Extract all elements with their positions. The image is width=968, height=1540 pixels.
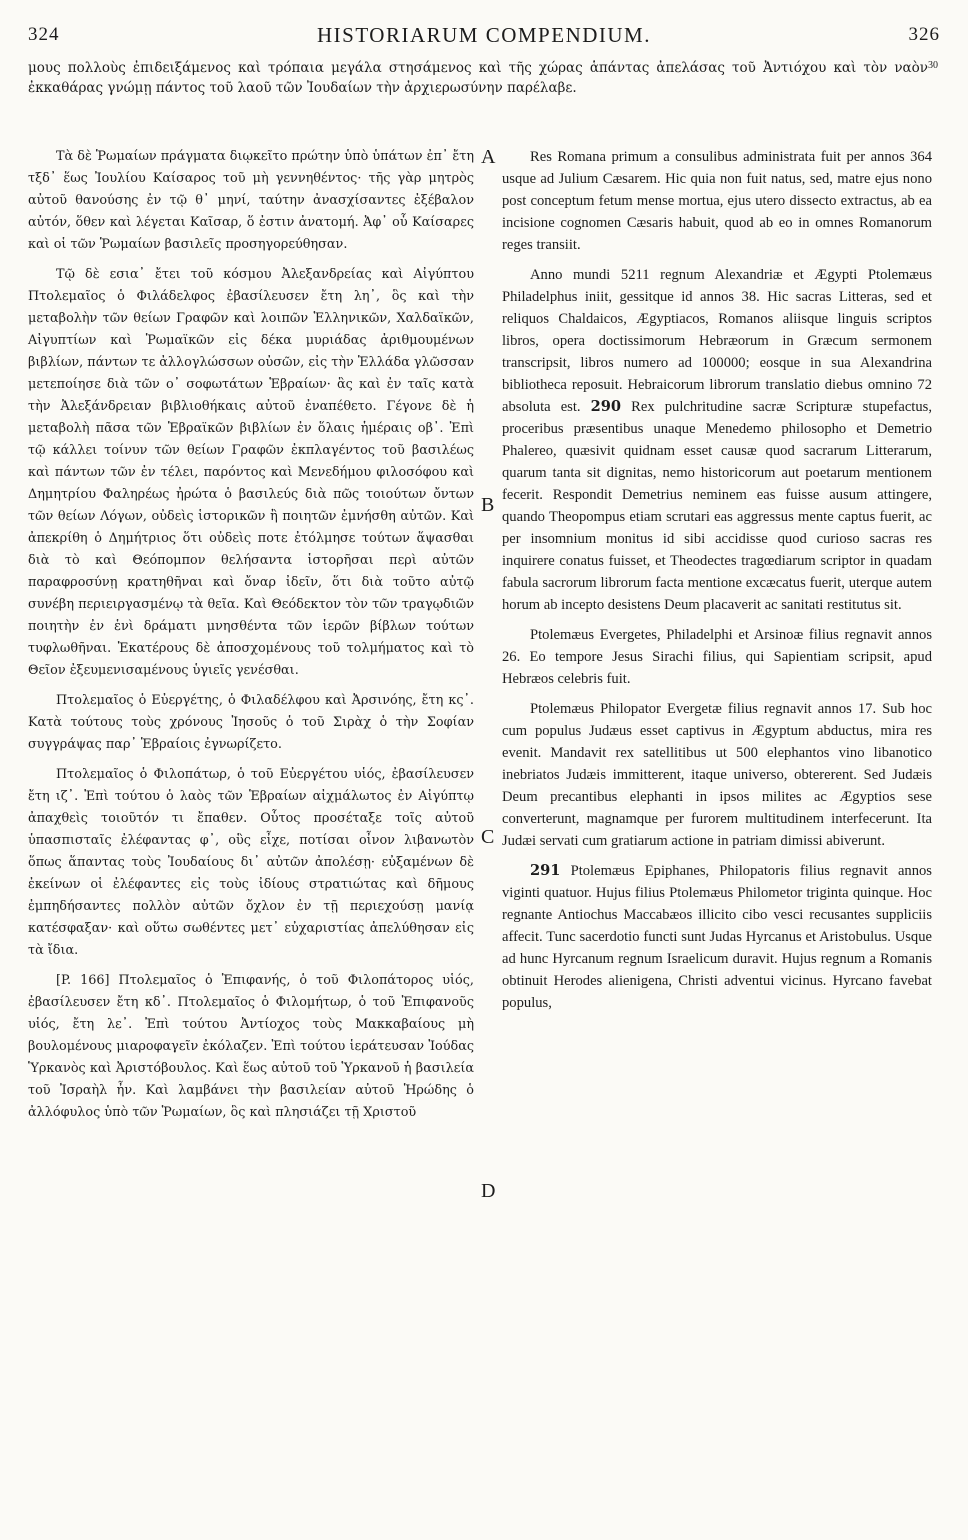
running-title: HISTORIARUM COMPENDIUM. xyxy=(317,22,651,47)
margin-marker-c: C xyxy=(481,826,495,848)
greek-paragraph: Πτολεμαῖος ὁ Φιλοπάτωρ, ὁ τοῦ Εὐεργέτου υἱός, ἐβασίλευσεν ἔτη ιζ᾽. Ἐπὶ τούτου ὁ λαὸς τῶν Ἑβραίων αἰχμάλωτος ἐν Αἰγύπτῳ ἀπαχθεὶς τοιοῦτόν τι ἔπαθεν. Οὗτος προσέταξε τοῖς αὐτοῦ ὑπασπισταῖς ἐλέφαντας φ᾽, οὓς εἶχε, ποτίσαι οἶνον λιβανωτὸν ὅπως ἅπαντας τοὺς Ἰουδαίους δι᾽ αὐτῶν ἀπολέσῃ· εὐξαμένων δὲ ἐκείνων οἱ ἐλέφαντες εἰς τοὺς ἰδίους στρατιώτας καὶ δῆμους ἐμπηδήσαντες πολλὸν αὐτῶν ὄχλον ἐν τῇ περιεχούσῃ μανίᾳ κατέσφαξαν· καὶ οὕτω σωθέντες μετ᾽ εὐχαριστίας ἀπελύθησαν εἰς τὰ ἴδια. xyxy=(28,767,474,958)
page-number-right: 326 xyxy=(908,24,940,45)
latin-paragraph: Ptolemæus Evergetes, Philadelphi et Arsinoæ filius regnavit annos 26. Eo tempore Jesus Sirachi filius, qui Sapientiam scripsit, apud Hebræos celebris fuit. xyxy=(502,627,932,687)
latin-paragraph: Ptolemæus Philopator Evergetæ filius regnavit annos 17. Sub hoc cum populus Judæus esset captivus in Ægyptum abductus, mira res evenit. Mandavit rex satellitibus ut 500 elephantos vino libanotico inebriatos Judæis immitterent, itaque universo, obtererent. Sed Judæis Deum precantibus elephanti in ipsos milites ac Ægyptios sese converterunt, magnamque per furorem multitudinem interfecerunt. Ita Judæi servati cum gratiarum actione in patriam dimissi abiverunt. xyxy=(502,701,932,849)
greek-column xyxy=(28,146,474,1132)
latin-text: Ptolemæus Epiphanes, Philopatoris filius regnavit annos viginti quatuor. Hujus filius Ptolemæus Philometor triginta quinque. Hoc regnante Antiochus Maccabæos illicito cibo vesci recusantes suppliciis affecit. Tunc sacerdotio functi sunt Judas Hyrcanus et Aristobulus. Usque ad hunc Hyrcanum regnum Israelicum duravit. Hujus regnum a Romanis obtinuit Herodes alienigena, Christi adventui vicinus. Hyrcano favebat populus, xyxy=(502,863,932,1011)
page-number-left: 324 xyxy=(28,24,60,45)
latin-paragraph: Res Romana primum a consulibus administrata fuit per annos 364 usque ad Julium Cæsarem. Hic quia non fuit natus, sed, matre ejus nono post conceptum fetum mense mortua, ejus utero dissecto extractus, ab ea incisione cognomen Cæsaris habuit, quod ab eo in omnes Romanorum reges transiit. xyxy=(502,149,932,253)
margin-marker-a: A xyxy=(481,146,496,168)
section-number: 290 xyxy=(590,398,622,415)
greek-paragraph: [P. 166] Πτολεμαῖος ὁ Ἐπιφανής, ὁ τοῦ Φιλοπάτορος υἱός, ἐβασίλευσεν ἔτη κδ᾽. Πτολεμαῖος ὁ Φιλομήτωρ, ὁ τοῦ Ἐπιφανοῦς υἱός, ἔτη λε᾽. Ἐπὶ τούτου Ἀντίοχος τοὺς Μακκαβαίους μὴ βουλομένους μιαροφαγεῖν ἐκόλαζεν. Ἐπὶ τούτου ἱεράτευσαν Ἰούδας Ὑρκανὸς καὶ Ἀριστόβουλος. Καὶ ἕως αὐτοῦ τοῦ Ὑρκανοῦ ἡ βασιλεία τοῦ Ἰσραὴλ ἦν. Καὶ λαμβάνει τὴν βασιλείαν αὐτοῦ Ἡρώδης ὁ ἀλλόφυλος ὑπὸ τῶν Ῥωμαίων, ὃς καὶ πλησιάζει τῇ Χριστοῦ xyxy=(28,973,474,1120)
latin-paragraph xyxy=(502,860,932,1014)
page-header xyxy=(28,18,940,52)
latin-column xyxy=(502,146,932,1022)
greek-paragraph: Τὰ δὲ Ῥωμαίων πράγματα διῳκεῖτο πρώτην ὑπὸ ὑπάτων ἐπ᾽ ἔτη τξδ᾽ ἕως Ἰουλίου Καίσαρος τοῦ μὴ γεννηθέντος· τῆς γὰρ μητρὸς αὐτοῦ θανούσης ἐν τῷ θ᾽ μηνί, ταύτην ἀνασχίσαντες ἐξέβαλον αὐτόν, ὅθεν καὶ λέγεται Καῖσαρ, ὅ ἐστιν ἀνατομή. Ἀφ᾽ οὗ Καίσαρες καὶ οἱ τῶν Ῥωμαίων βασιλεῖς προσηγορεύθησαν. xyxy=(28,149,474,252)
latin-text: Anno mundi 5211 regnum Alexandriæ et Ægypti Ptolemæus Philadelphus iniit, gessitque id annos 38. Hic sacras Litteras, sed et reliquos Chaldaicos, Ægyptiacos, Romanos aliisque linguis scriptos libros, opera doctissimorum Hebræorum in Græcum sermonem transcripsit, libros numero ad 100000; eosque in sua Alexandrina bibliotheca reposuit. Hebraicorum librorum translatio diebus omnino 72 absoluta est. xyxy=(502,267,932,415)
line-number: 30 xyxy=(928,60,938,71)
greek-paragraph: Πτολεμαῖος ὁ Εὐεργέτης, ὁ Φιλαδέλφου καὶ Ἀρσινόης, ἔτη κς᾽. Κατὰ τούτους τοὺς χρόνους Ἰησοῦς ὁ τοῦ Σιρὰχ ὁ τὴν Σοφίαν συγγράψας παρ᾽ Ἑβραίοις ἐγνωρίζετο. xyxy=(28,693,474,752)
margin-marker-d: D xyxy=(481,1180,496,1202)
latin-text: Rex pulchritudine sacræ Scripturæ stupefactus, proceribus præsentibus unaque Menedemo philosopho et Demetrio Phalereo, quæsivit quidnam esset causæ quod sacrarum Litterarum, quarum tanta sit dignitas, nemo historicorum aut poetarum mentionem fecerit. Respondit Demetrius neminem eas fuisse ausum attingere, quando Theopompus etiam scrutari eas aggressus mente captus fuerit, ac per insomnium monitus id sibi accidisse quod curioso sacras res inquirere conatus fuisset, et Theodectes tragœdiarum scriptor in quadam fabula sacrorum librorum facta mentione excæcatus fuerit, uterque autem horum ab incepto desistens Deum placaverit ac sanitati restitutus sit. xyxy=(502,399,932,613)
section-number: 291 xyxy=(530,862,561,879)
margin-marker-b: B xyxy=(481,494,495,516)
top-greek-continuation: μους πολλοὺς ἐπιδειξάμενος καὶ τρόπαια μεγάλα στησάμενος καὶ τῆς χώρας ἁπάντας ἀπελάσας τοῦ Ἀντιόχου καὶ τὸν ναὸν ἐκκαθάρας γνώμῃ πάντος τοῦ λαοῦ τῶν Ἰουδαίων τὴν ἀρχιερωσύνην παρέλαβε. xyxy=(28,60,928,96)
latin-paragraph xyxy=(502,264,932,616)
greek-paragraph: Τῷ δὲ εσια᾽ ἔτει τοῦ κόσμου Ἀλεξανδρείας καὶ Αἰγύπτου Πτολεμαῖος ὁ Φιλάδελφος ἐβασίλευσεν ἔτη λη᾽, ὃς καὶ τὴν μεταβολὴν τῶν θείων Γραφῶν καὶ λοιπῶν Ἑλληνικῶν, Χαλδαϊκῶν, Αἰγυπτίων καὶ Ῥωμαϊκῶν εἰς δέκα μυριάδας ἀριθμουμένων βιβλίων, πάντων τε ἀλλογλώσσων οὐσῶν, εἰς τὴν Ἑλλάδα γλῶσσαν μετεποίησε διὰ τῶν ο᾽ σοφωτάτων Ἑβραίων· ἃς καὶ ἐν ταῖς κατὰ τὴν Ἀλεξάνδρειαν βιβλιοθήκαις αὐτοῦ ἐναπέθετο. Γέγονε δὲ ἡ μεταβολὴ πᾶσα τῶν Ἑβραϊκῶν βιβλίων ἐν ὅλαις ἡμέραις οβ᾽. Ἐπὶ τῷ κάλλει τοίνυν τῶν θείων Γραφῶν ἐκπλαγέντος τοῦ βασιλέως καὶ πάντων τῶν ἐν τέλει, παρόντος καὶ Μενεδήμου φιλοσόφου καὶ Δημητρίου Φαληρέως ἠρώτα ὁ βασιλεύς διὰ πῶς τοιούτων ὄντων τῶν θείων Λόγων, οὐδεὶς ἱστορικῶν ἢ ποιητῶν ἐμνήσθη αὐτῶν. Καὶ ἀπεκρίθη ὁ Δημήτριος ὅτι οὐδεὶς ποτε ἐτόλμησε τούτων ἅψασθαι διὰ τὸ καὶ Θεόπομπον θελήσαντα ἱστορῆσαι περὶ αὐτῶν παραφροσύνῃ κρατηθῆναι καὶ ὄναρ ἰδεῖν, ὅτι διὰ τοῦτο αὐτῷ συνέβη περιειργασμένῳ τὰ θεῖα. Καὶ Θεόδεκτον τὸν τῶν τραγῳδιῶν ποιητὴν ἐν ἑνὶ δράματι μνησθέντα τῶν ἱερῶν βίβλων τούτων τυφλωθῆναι. Ἑκατέρους δὲ ἀποσχομένους τοῦ τολμήματος καὶ τὸ Θεῖον ἐξευμενισαμένους ὑγιεῖς γενέσθαι. xyxy=(28,267,474,678)
